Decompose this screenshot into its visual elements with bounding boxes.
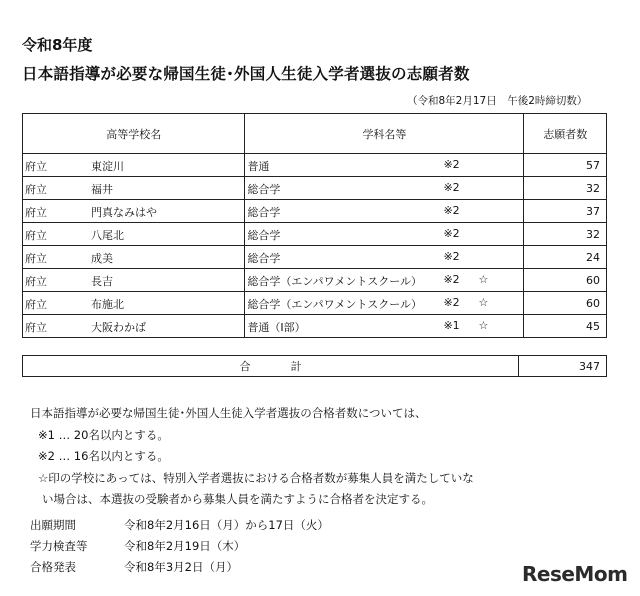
school-cell [23,246,245,269]
school-name: 大阪わかば [91,321,146,334]
total-table [22,355,607,377]
header-applicants: 志願者数 [524,114,607,154]
school-cell [23,292,245,315]
school-cell [23,315,245,338]
prefecture-label: 府立 [25,321,47,334]
table-row [23,246,607,269]
total-label: 合計 [23,356,519,377]
prefecture-label: 府立 [25,252,47,265]
department-cell [245,315,524,338]
star-note-line-1: ☆印の学校にあっては、特別入学者選抜における合格者数が募集人員を満たしていな [38,470,474,485]
department-cell [245,177,524,200]
total-value: 347 [519,356,607,377]
applicant-count: 24 [524,246,607,269]
quota-note: ※2 [443,158,460,171]
school-name: 布施北 [91,298,124,311]
page-title: 日本語指導が必要な帰国生徒･外国人生徒入学者選抜の志願者数 [22,65,470,83]
school-name: 東淀川 [91,160,124,173]
school-name: 福井 [91,183,113,196]
schedule-row-exam [30,536,329,557]
prefecture-label: 府立 [25,298,47,311]
star-note-line-2: い場合は、本選抜の受験者から募集人員を満たすように合格者を決定する。 [42,492,433,506]
quota-note: ※1 [443,319,460,332]
schedule-row-announcement [30,557,329,578]
note-1: ※1 … 20名以内とする。 [38,427,169,442]
department-name: 総合学 [247,206,281,219]
table-header-row [23,114,607,154]
total-row [23,356,607,377]
department-name: 普通 [247,160,270,173]
applicant-count: 57 [524,154,607,177]
header-school: 高等学校名 [23,114,245,154]
department-name: 総合学（エンパワメントスクール） [247,275,423,288]
star-mark: ☆ [478,273,489,286]
header-department: 学科名等 [245,114,524,154]
schedule-label: 合格発表 [30,560,76,574]
applicant-count: 60 [524,292,607,315]
school-cell [23,269,245,292]
school-name: 門真なみはや [91,206,157,219]
department-name: 総合学 [247,252,281,265]
quota-note: ※2 [443,227,460,240]
table-row [23,177,607,200]
quota-note: ※2 [443,250,460,263]
school-cell [23,223,245,246]
schedule-section [30,515,329,578]
applicant-count: 60 [524,269,607,292]
schedule-value: 令和8年3月2日（月） [124,560,238,574]
schedule-label: 出願期間 [30,518,76,532]
department-name: 総合学 [247,229,281,242]
school-cell [23,177,245,200]
department-cell [245,200,524,223]
applicant-count: 37 [524,200,607,223]
schedule-label: 学力検査等 [30,539,88,553]
deadline-note: （令和8年2月17日 午後2時締切数） [407,95,588,107]
table-row [23,154,607,177]
table-row [23,269,607,292]
quota-note: ※2 [443,296,460,309]
quota-note: ※2 [443,181,460,194]
schedule-value: 令和8年2月16日（月）から17日（火） [124,518,329,532]
resemom-logo: ReseMom [522,562,628,586]
department-cell [245,223,524,246]
schedule-value: 令和8年2月19日（木） [124,539,246,553]
schedule-row-application [30,515,329,536]
department-name: 総合学 [247,183,281,196]
table-row [23,315,607,338]
school-name: 成美 [91,252,113,265]
table-row [23,223,607,246]
prefecture-label: 府立 [25,160,47,173]
school-name: 長吉 [91,275,113,288]
quota-note: ※2 [443,273,460,286]
school-name: 八尾北 [91,229,124,242]
prefecture-label: 府立 [25,229,47,242]
department-cell [245,246,524,269]
applicant-count: 45 [524,315,607,338]
department-cell [245,154,524,177]
era-title: 令和8年度 [22,36,93,54]
note-2: ※2 … 16名以内とする。 [38,449,169,463]
school-cell [23,154,245,177]
notes-intro: 日本語指導が必要な帰国生徒･外国人生徒入学者選抜の合格者数については、 [30,406,427,420]
department-cell [245,292,524,315]
star-mark: ☆ [478,296,489,309]
department-cell [245,269,524,292]
notes-section [30,403,474,511]
star-mark: ☆ [478,319,489,332]
prefecture-label: 府立 [25,183,47,196]
department-name: 普通（Ⅰ部） [247,321,306,334]
table-row [23,292,607,315]
applicants-table [22,113,607,338]
applicant-count: 32 [524,223,607,246]
applicant-count: 32 [524,177,607,200]
school-cell [23,200,245,223]
quota-note: ※2 [443,204,460,217]
prefecture-label: 府立 [25,275,47,288]
prefecture-label: 府立 [25,206,47,219]
department-name: 総合学（エンパワメントスクール） [247,298,423,311]
table-row [23,200,607,223]
